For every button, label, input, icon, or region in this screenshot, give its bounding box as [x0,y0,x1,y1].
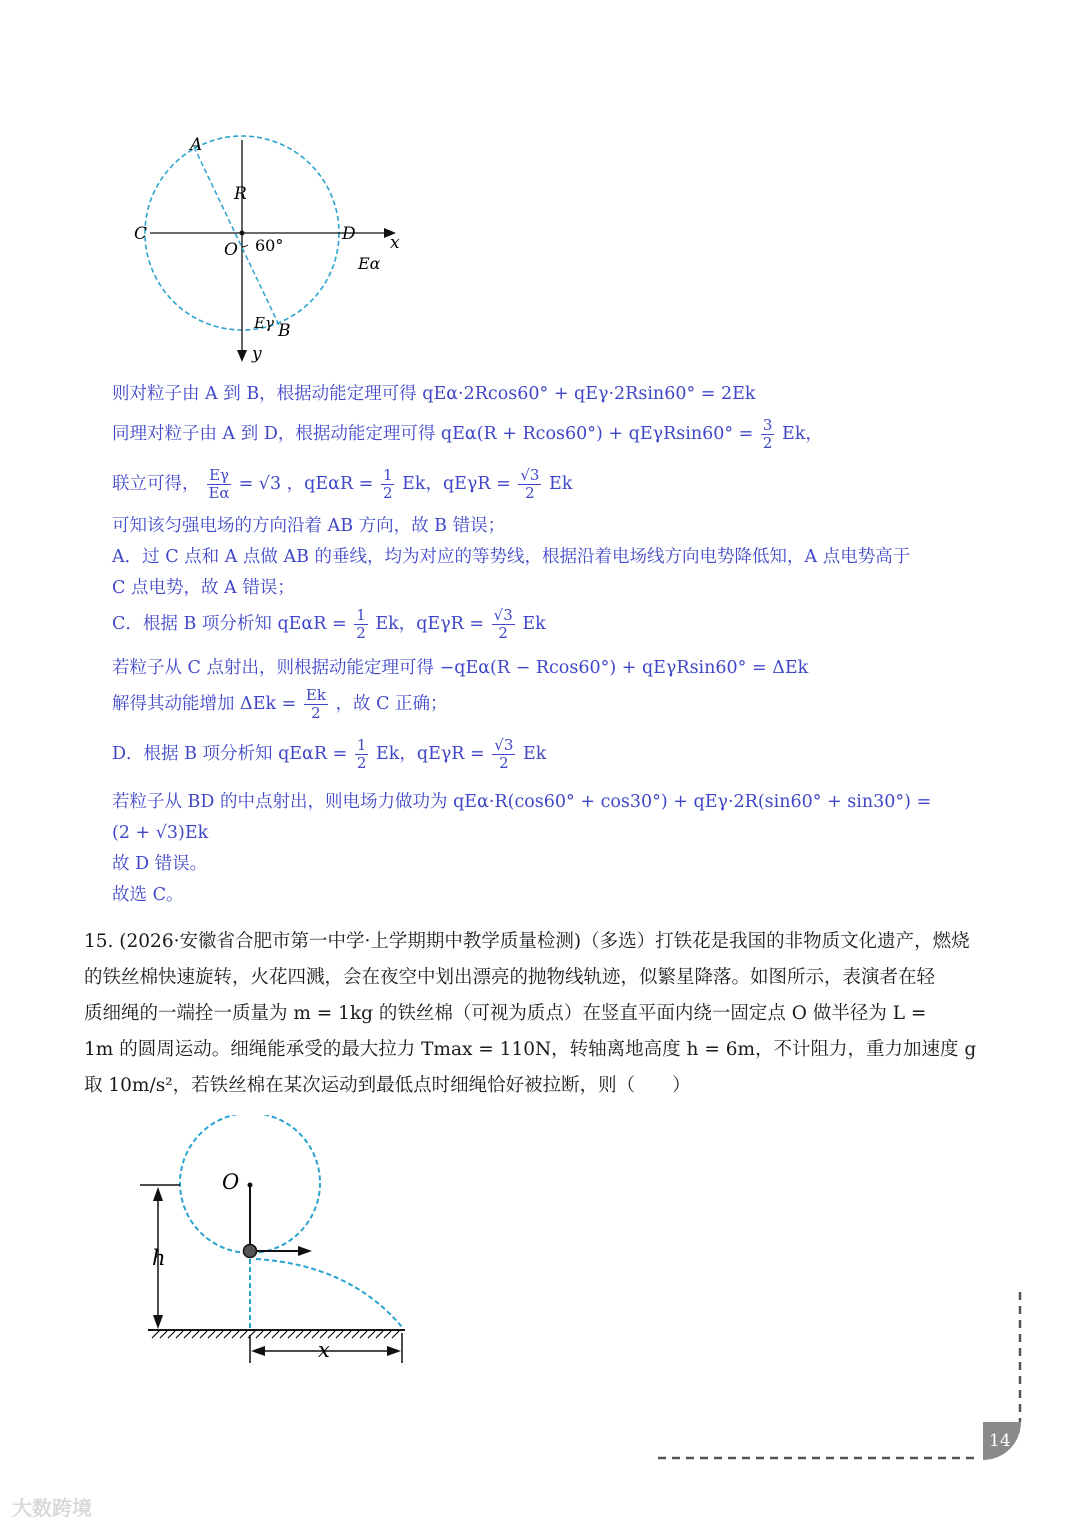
solution-line-3-mid2: Ek，qEγR = [402,474,511,494]
label-R: R [234,184,247,204]
solution-line-1: 则对粒子由 A 到 B，根据动能定理可得 qEα·2Rcos60° + qEγ·2Rsin60° = 2Ek [112,384,756,404]
frac-num: Ek [305,686,326,704]
page-corner-border [650,1290,1030,1465]
label-angle: 60° [255,236,284,255]
watermark-logo: 大数跨境 [12,1496,92,1520]
frac-den: Eα [208,484,230,502]
fraction-root3-half [492,608,515,641]
fraction-root3-half [492,738,515,771]
frac-num: Eγ [209,466,229,484]
solution-line-6: C 点电势，故 A 错误； [112,578,295,598]
figure-circular-motion [130,1115,430,1370]
frac-num: √3 [520,466,540,484]
solution-line-3 [112,468,572,501]
ground-hatching [152,1330,400,1338]
solution-line-7-mid: Ek，qEγR = [375,614,485,634]
label-O2: O [222,1170,240,1194]
solution-line-13: 故 D 错误。 [112,854,208,874]
question-line-3: 质细绳的一端拴一质量为 m = 1kg 的铁丝棉（可视为质点）在竖直平面内绕一固定点 O 做半径为 L = [84,1003,927,1024]
frac-num: 1 [382,466,393,484]
fraction-half [381,468,395,501]
label-h: h [152,1246,166,1270]
question-line-5: 取 10m/s²，若铁丝棉在某次运动到最低点时细绳恰好被拉断，则（ ） [84,1075,691,1096]
fraction-root3-half [518,468,541,501]
solution-line-3-pre: 联立可得， [112,474,200,494]
fraction-half [354,608,368,641]
label-O: O [224,240,238,260]
label-E-gamma: Eγ [254,314,274,332]
frac-den: 2 [499,754,509,772]
solution-line-9 [112,688,448,721]
velocity-arrowhead [298,1246,312,1256]
solution-line-14: 故选 C。 [112,885,184,905]
solution-line-10 [112,738,546,771]
figure-circle-field [120,125,420,370]
label-A: A [190,135,203,155]
fraction-half [355,738,369,771]
solution-line-2 [112,418,823,451]
frac-den: 2 [382,484,393,502]
solution-line-10-pre: D．根据 B 项分析知 qEαR = [112,744,348,764]
h-arrow-up [153,1187,163,1201]
frac-num: 1 [356,606,366,624]
pivot-dot [248,1183,253,1188]
frac-num: √3 [493,606,513,624]
y-axis-arrow [237,350,247,362]
frac-den: 2 [356,754,367,772]
angle-arc [242,245,248,247]
solution-line-4: 可知该匀强电场的方向沿着 AB 方向，故 B 错误； [112,516,506,536]
page-number: 14 [983,1422,1021,1460]
frac-den: 2 [498,624,508,642]
label-E-alpha: Eα [358,254,381,273]
label-x: x [390,233,400,253]
frac-den: 2 [525,484,535,502]
solution-line-8: 若粒子从 C 点射出，则根据动能定理可得 −qEα(R − Rcos60°) + qEγRsin60° = ΔEk [112,658,809,678]
frac-den: 2 [762,434,773,452]
fraction-3-over-2 [761,418,775,451]
solution-line-9-post: ，故 C 正确； [335,694,448,714]
iron-wool-ball [244,1245,257,1258]
solution-line-11: 若粒子从 BD 的中点射出，则电场力做功为 qEα·R(cos60° + cos30°) + qEγ·2R(sin60° + sin30°) = [112,792,932,812]
solution-line-7-post: Ek [522,614,546,634]
solution-line-10-mid: Ek，qEγR = [375,744,485,764]
label-C: C [134,224,148,244]
label-D: D [342,224,356,244]
solution-line-9-pre: 解得其动能增加 ΔEk = [112,694,297,714]
solution-line-2-post: Ek， [782,424,823,444]
label-y: y [252,344,262,364]
question-15 [84,924,1004,1104]
question-line-4: 1m 的圆周运动。细绳能承受的最大拉力 Tmax = 110N，转轴离地高度 h = 6m，不计阻力，重力加速度 g [84,1039,977,1060]
h-arrow-down [153,1315,163,1329]
solution-line-3-post: Ek [549,474,573,494]
solution-line-10-post: Ek [522,744,547,764]
projectile-path [256,1259,402,1327]
frac-den: 2 [311,704,321,722]
frac-num: √3 [494,736,514,754]
frac-num: 3 [762,416,773,434]
label-B: B [278,321,291,341]
solution-line-7-pre: C．根据 B 项分析知 qEαR = [112,614,347,634]
fraction-ratio [207,468,231,501]
label-x2: x [318,1338,330,1362]
question-line-2: 的铁丝棉快速旋转，火花四溅，会在夜空中划出漂亮的抛物线轨迹，似繁星降落。如图所示，表演者在轻 [84,967,936,988]
solution-line-3-mid: = √3 ，qEαR = [238,474,374,494]
question-line-1: 15. (2026·安徽省合肥市第一中学·上学期期中教学质量检测)（多选）打铁花是我国的非物质文化遗产，燃烧 [84,931,970,952]
origin-dot [240,231,245,236]
solution-line-2-pre: 同理对粒子由 A 到 D，根据动能定理可得 qEα(R + Rcos60°) + qEγRsin60° = [112,424,754,444]
solution-line-7 [112,608,546,641]
solution-line-12: (2 + √3)Ek [112,823,209,843]
x-arrow-left [251,1346,265,1356]
x-arrow-right [387,1346,401,1356]
solution-line-5: A．过 C 点和 A 点做 AB 的垂线，均为对应的等势线，根据沿着电场线方向电势降低知，A 点电势高于 [112,547,911,567]
frac-num: 1 [356,736,367,754]
frac-den: 2 [356,624,366,642]
fraction-ek-half [304,688,328,721]
